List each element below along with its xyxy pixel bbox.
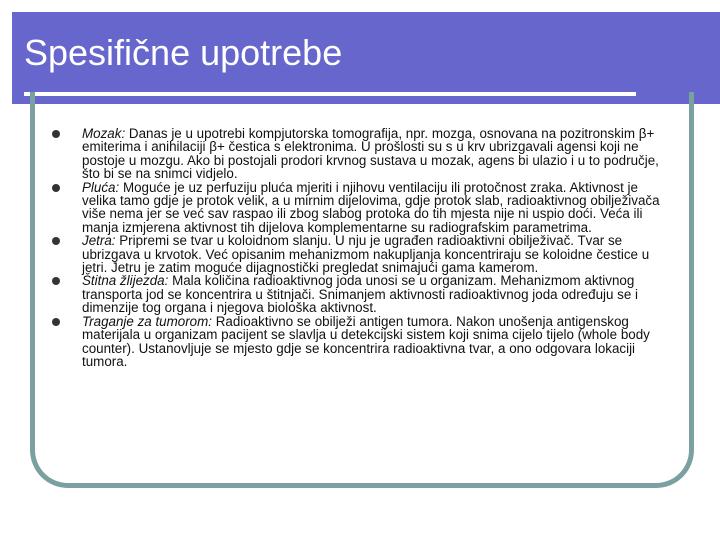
item-text: Pripremi se tvar u koloidnom slanju. U nju je ugrađen radioaktivni obilježivač. Tvar se ubrizgava u krvotok. Već opisanim mehanizmom nakupljanja koncentriraju se koloidne čestice u jetri. Jetru je zatim moguće dijagnostički pregledat snimajući gama kamerom. <box>82 233 650 276</box>
item-text: Moguće je uz perfuziju pluća mjeriti i njihovu ventilaciju ili protočnost zraka. Aktivnost je velika tamo gdje je protok velik, a u mirnim dijelovima, gdje protok slab, radioaktivnog obilježivača više nema jer se već sav raspao ili zbog slabog protoka do tih mjesta nije ni uspio doći. Veća ili manja izmjerena aktivnost tih dijelova komplementarne su radiografskim parametrima. <box>82 179 660 235</box>
bullet-list <box>52 127 672 368</box>
item-label: Pluća: <box>82 179 120 195</box>
bullet-icon <box>52 277 60 285</box>
list-item-lungs <box>52 181 672 235</box>
item-text: Mala količina radioaktivnog joda unosi se u organizam. Mehanizmom aktivnog transporta jod se koncentrira u štitnjači. Snimanjem aktivnosti radioaktivnog joda određuju se i dimenzije tog organa i njegova biološka aktivnost. <box>82 273 639 316</box>
item-label: Štitna žlijezda: <box>82 273 169 289</box>
item-text: Danas je u upotrebi kompjutorska tomografija, npr. mozga, osnovana na pozitronskim β+ emiterima i anihilaciji β+ čestica s elektronima. U prošlosti su s u krv ubrizgavali agensi koji ne postoje u mozgu. Ako bi postojali prodori krvnog sustava u mozak, agens bi ulazio i u to područje, što bi se na snimci vidjelo. <box>82 126 659 182</box>
item-label: Traganje za tumorom: <box>82 313 212 329</box>
list-item-brain <box>52 127 672 181</box>
bullet-icon <box>52 237 60 245</box>
list-item-tumor <box>52 315 672 369</box>
list-item-thyroid <box>52 274 672 314</box>
title-left-strip <box>0 0 12 104</box>
list-item-liver <box>52 234 672 274</box>
bullet-icon <box>52 318 60 326</box>
item-text: Radioaktivno se obilježi antigen tumora. Nakon unošenja antigenskog materijala u organizam pacijent se slavlja u detekcijski sistem koji snima cijelo tijelo (whole body counter). Ustanovljuje se mjesto gdje se koncentrira radioaktivna tvar, a ono odgovara lokaciji tumora. <box>82 313 650 369</box>
bullet-icon <box>52 130 60 138</box>
item-label: Mozak: <box>82 126 126 141</box>
slide-title: Spesifične upotrebe <box>24 32 343 73</box>
item-label: Jetra: <box>82 233 116 249</box>
bullet-icon <box>52 184 60 192</box>
